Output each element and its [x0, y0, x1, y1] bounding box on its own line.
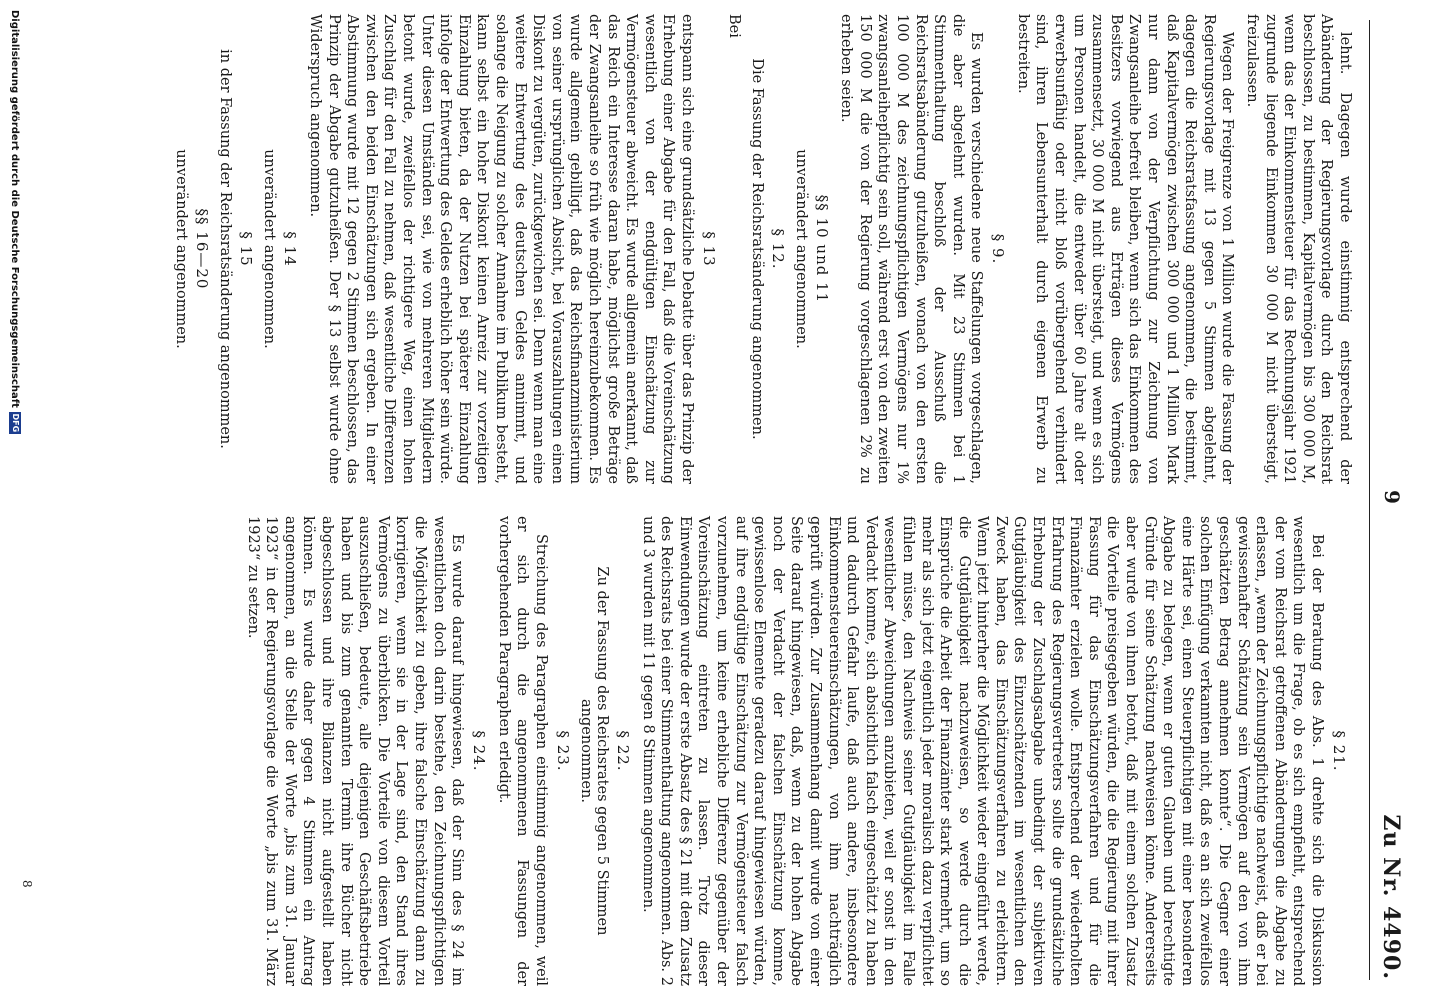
upper-page-column — [168, 14, 1355, 484]
resolution-line: unverändert angenommen. — [173, 149, 190, 349]
footer-page-number: 8 — [20, 880, 34, 888]
paragraph: Es wurde darauf hingewiesen, daß der Sinn des § 24 im wesentlichen doch darin bestehe, den Zeichnungspflichtigen die Möglichkeit zu geben, ihre falsche Einschätzung dann zu korrigieren, wenn sie in der Lage sind, den Stand ihres Vermögens zu überblicken. Die Vorteile von diesem Vorteil auszuschließen, bedeute, alle diejenigen Geschäftsbetriebe haben und bis zum genannten Termin ihre Bücher nicht abgeschlossen und ihre Bilanzen nicht aufgestellt haben können. Es wurde daher gegen 4 Stimmen ein Antrag angenommen, an die Stelle der Worte „bis zum 31. Januar 1923“ in der Regierungsvorlage die Worte „bis zum 31. März 1923“ zu setzen. — [244, 516, 466, 986]
resolution-line: unverändert angenommen. — [261, 149, 278, 349]
paragraph: Bei — [725, 14, 742, 38]
section-heading: § 14 — [281, 231, 300, 267]
paragraph: Wegen der Freigrenze von 1 Million wurde die Fassung der Regierungsvorlage mit 13 gegen 5 Stimmen abgelehnt, dagegen die Reichsratsfassung angenommen, die bestimmt, daß Kapitalvermögen zwischen 300 000 und 1 Million Mark nur dann von der Verpflichtung zur Zeichnung von Zwangsanleihe befreit bleiben, wenn sich das Einkommen des Besitzers vorwiegend aus Erträgen dieses Vermögens zusammensetzt, 30 000 M nicht übersteigt, und wenn es sich um Personen handelt, die entweder über 60 Jahre alt oder erwerbsunfähig oder nicht bloß vorübergehend verhindert sind, ihren Lebensunterhalt durch eigenen Erwerb zu bestreiten. — [1014, 14, 1236, 484]
section-heading: §§ 10 und 11 — [812, 194, 831, 304]
section-heading: § 21. — [1330, 730, 1348, 772]
paragraph: entspann sich eine grundsätzliche Debatte über das Prinzip der Erhebung einer Abgabe für den Fall, daß die Voreinschätzung wesentlich von der endgültigen Einschätzung zur Vermögensteuer abweicht. Es wurde allgemein anerkannt, daß das Reich ein Interesse daran habe, möglichst große Beträge der Zwangsanleihe so früh wie möglich hereinzubekommen. Es wurde allgemein gebilligt, daß das Reichsfinanzministerium von seiner ursprünglichen Absicht, bei Vorauszahlungen einen Diskont zu vergüten, zurückgewichen sei. Denn wenn man eine weitere Entwertung des deutschen Geldes annimmt, und solange die Neigung zu solcher Annahme im Publikum besteht, kann selbst ein hoher Diskont keinen Anreiz zur vorzeitigen Einzahlung bieten, da der Nutzen bei späterer Einzahlung infolge der Entwertung des Geldes erheblich höher sein würde. Unter diesen Umständen sei, wie von mehreren Mitgliedern betont wurde, zweifellos der richtigere Weg, einen hohen Zuschlag für den Fall zu nehmen, daß wesentliche Differenzen zwischen den beiden Einschätzungen sich ergeben. In einer Abstimmung wurde mit 12 gegen 2 Stimmen beschlossen, das Prinzip der Abgabe gutzuheißen. Der § 13 selbst wurde ohne Widerspruch angenommen. — [307, 14, 695, 484]
resolution-line: unverändert angenommen. — [792, 149, 809, 349]
section-heading: §§ 16—20 — [193, 208, 212, 290]
section-heading: § 9. — [989, 233, 1008, 265]
running-title: Zu Nr. 4490. — [1378, 814, 1404, 980]
resolution-line: Die Fassung der Reichsratsänderung angenommen. — [748, 58, 765, 440]
dfg-logo: DFG — [11, 413, 20, 433]
section-heading: § 13 — [699, 231, 718, 267]
section-heading: § 15 — [237, 231, 256, 267]
section-heading: § 23. — [554, 730, 573, 772]
page-number: 9 — [1380, 490, 1404, 504]
page-header — [1378, 0, 1434, 1000]
credit-text: Digitalisierung gefördert durch die Deutsche Forschungsgemeinschaft — [9, 10, 21, 408]
paragraph: lehnt. Dagegen wurde einstimmig entsprechend der Abänderung der Regierungsvorlage durch den Reichsrat beschlossen, zu bestimmen, Kapitalvermögen bis 300 000 M, wenn das der Einkommensteuer für das Rechnungsjahr 1921 zugrunde liegende Einkommen 30 000 M nicht übersteigt, freizulassen. — [1244, 14, 1353, 484]
paragraph: Es wurden verschiedene neue Staffelungen vorgeschlagen, die aber abgelehnt wurden. Mit 23 Stimmen bei 1 Stimmenthaltung beschloß der Ausschuß die Reichsratsabänderung gutzuheißen, wonach von den ersten 100 000 M des zeichnungspflichtigen Vermögens nur 1% zwangsanleihepflichtig sein soll, während erst von den zweiten 150 000 M die von der Regierung vorgeschlagenen 2% zu erheben seien. — [838, 14, 985, 484]
resolution-line: in der Fassung der Reichsratsänderung angenommen. — [217, 49, 234, 449]
digitization-credit — [8, 10, 22, 990]
section-heading: § 22. — [614, 730, 633, 772]
paragraph: Bei der Beratung des Abs. 1 drehte sich die Diskussion wesentlich um die Frage, ob es sich empfiehlt, entsprechend der vom Reichsrat getroffenen Abänderungen die Abgabe zu erlassen, „wenn der Zeichnungspflichtige nachweist, daß er bei gewissenhafter Schätzung sein Vermögen auf den von ihm geschätzten Betrag annehmen konnte“. Die Gegner einer solchen Einfügung verkannten nicht, daß es an sich zweifellos eine Härte sei, einen Steuerpflichtigen mit einer besonderen Abgabe zu belegen, wenn er guten Glauben und berechtigte Gründe für seine Schätzung nachweisen könne. Andererseits aber wurde von ihnen betont, daß mit einem solchen Zusatz die Vorteile preisgegeben würden, die die Regierung mit ihrer Fassung für das Einschätzungsverfahren und für die Finanzämter erzielen wolle. Entsprechend der wiederholten Erfahrung des Regierungsvertreters sollte die grundsätzliche Erhebung der Zuschlagsabgabe unbedingt der subjektiven Gutgläubigkeit des Einzuschätzenden im wesentlichen den Zweck haben, das Einschätzungsverfahren zu erleichtern. Wenn jetzt hinterher die Möglichkeit wieder eingeführt werde, die Gutgläubigkeit nachzuweisen, so werde durch die Einsprüche die Arbeit der Finanzämter stark vermehrt, um so mehr als sich jetzt eigentlich jeder moralisch dazu verpflichtet fühlen müsse, den Nachweis seiner Gutgläubigkeit im Falle wesentlicher Abweichungen anzubieten, weil er sonst in den Verdacht komme, sich absichtlich falsch eingeschätzt zu haben und dadurch Gefahr laufe, daß auch andere, insbesondere Einkommensteuereinschätzungen, von ihm nachträglich geprüft würden. Zur Zusammenhang damit wurde von einer Seite darauf hingewiesen, daß, wenn zu der hohen Abgabe noch der Verdacht der falschen Einschätzung komme, gewissenlose Elemente geradezu darauf hingewiesen würden, auf ihre endgültige Einschätzung zur Vermögensteuer falsch vorzunehmen, um keine erhebliche Differenz gegenüber der Voreinschätzung eintreten zu lassen. Trotz dieser Einwendungen wurde der erste Absatz des § 21 mit dem Zusatz des Reichsrats bei einer Stimmenthaltung angenommen. Abs. 2 und 3 wurden mit 11 gegen 8 Stimmen angenommen. — [639, 516, 1325, 986]
lower-page-column — [237, 516, 1354, 986]
section-heading: § 24. — [470, 730, 489, 772]
paragraph: Streichung des Paragraphen einstimmig angenommen, weil er sich durch die angenommenen Fassungen der vorhergehenden Paragraphen erledigt. — [495, 516, 550, 986]
resolution-line: Zu der Fassung des Reichsrates gegen 5 Stimmen angenommen. — [578, 566, 611, 936]
page-divider — [1369, 20, 1370, 980]
section-heading: § 12. — [768, 228, 787, 270]
